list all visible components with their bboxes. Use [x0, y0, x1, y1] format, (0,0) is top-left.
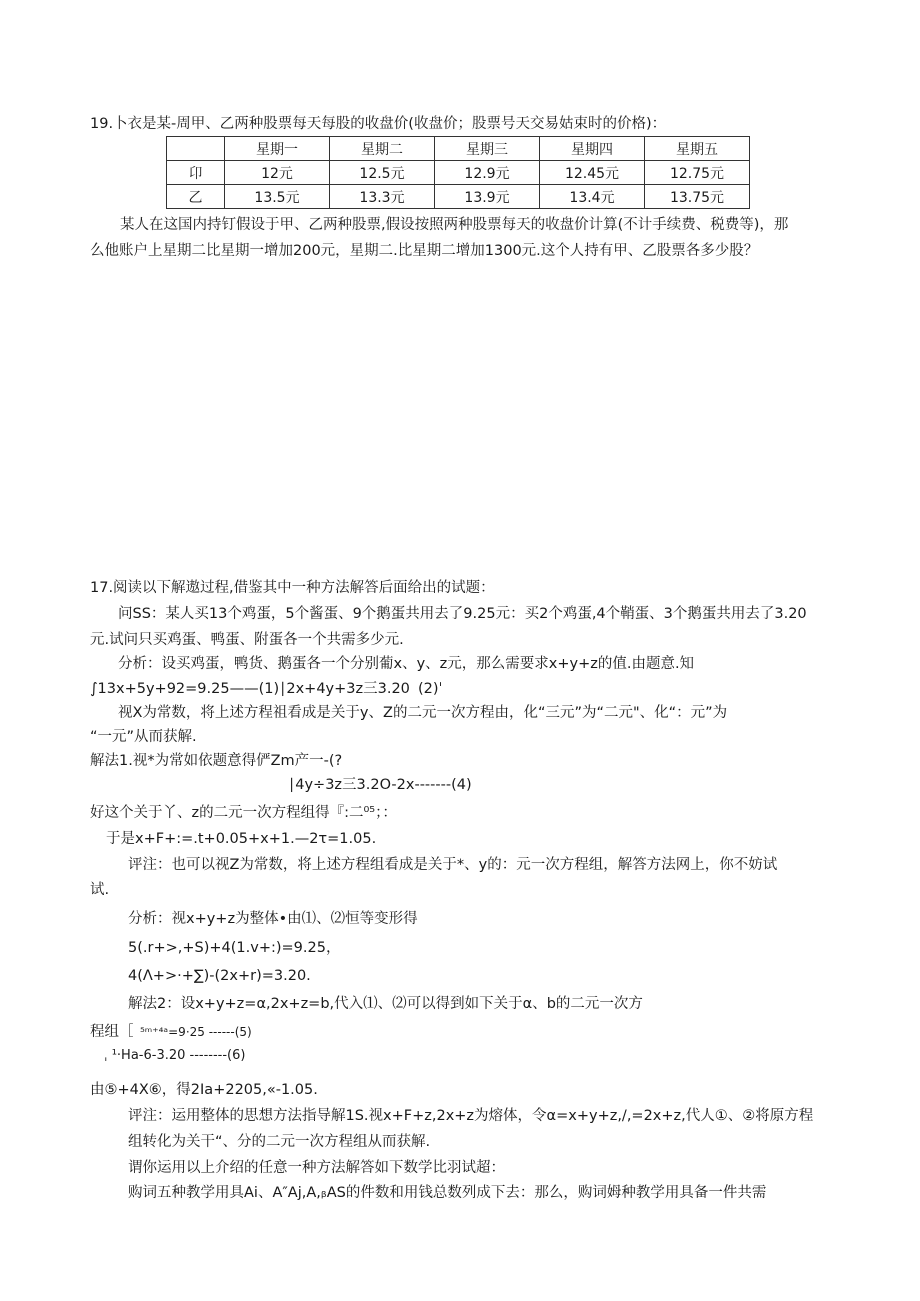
text-line: 视X为常数，将上述方程祖看成是关于y、Z的二元一次方程由，化“三元”为“二元"、化“：元”为 [118, 705, 728, 721]
equation-line: 5(.r+>,+S)+4(1.v+:)=9.25， [128, 940, 341, 956]
text-line: 评注：运用整体的思想方法指导解1S.视x+F+z,2x+z为熔体，令α=x+y+z,/,=2x+z,代人①、②将原方程 [128, 1108, 814, 1124]
table-cell: 乙 [167, 185, 225, 209]
text-line: 谓你运用以上介绍的任意一种方法解答如下数学比羽试超： [128, 1160, 505, 1176]
equation-line: 4(Λ+>·+∑)-(2x+r)=3.20. [128, 968, 311, 984]
text-line: 程组［ [90, 1024, 134, 1040]
table-header-cell: 星期二 [330, 137, 435, 161]
equation-line: ∣4y÷3z三3.2O-2x-------(4) [288, 777, 472, 793]
table-header-cell [167, 137, 225, 161]
table-row [167, 185, 750, 209]
text-line: 元.试问只买鸡蛋、鸭蛋、附蛋各一个共需多少元. [90, 632, 404, 648]
text-line: 试. [90, 882, 110, 898]
q19-title: 19.卜衣是某-周甲、乙两种股票每天每股的收盘价(收盘价；股票号天交易姑束时的价格)： [90, 116, 667, 132]
equation-line: ∫13x+5y+92=9.25——(1)∣2x+4y+3z三3.20 [90, 681, 410, 697]
table-cell: 13.3元 [330, 185, 435, 209]
text-line: 解法2：设x+y+z=α,2x+z=b,代入⑴、⑵可以得到如下关于α、b的二元一次方 [128, 996, 643, 1012]
text-line: 组转化为关干“、分的二元一次方程组从而获解. [128, 1134, 431, 1150]
q19-paragraph-line: 某人在这国内持钉假设于甲、乙两种股票,假设按照两种股票每天的收盘价计算(不计手续费、税费等)，那 [120, 217, 789, 233]
table-cell: 12.5元 [330, 161, 435, 185]
text-line: 好这个关于丫、z的二元一次方程组得『:二⁰⁵；： [90, 805, 397, 821]
text-line: “一元”从而获解. [90, 729, 197, 745]
table-header-cell: 星期五 [645, 137, 750, 161]
table-cell: 13.4元 [540, 185, 645, 209]
table-cell: 12.45元 [540, 161, 645, 185]
equation-line: 于是x+F+:=.t+0.05+x+1.—2τ=1.05. [106, 831, 377, 847]
text-line: 分析：视x+y+z为整体•由⑴、⑵恒等变形得 [128, 911, 418, 927]
table-cell: 卬 [167, 161, 225, 185]
text-line: 问SS：某人买13个鸡蛋，5个酱蛋、9个鹅蛋共用去了9.25元：买2个鸡蛋,4个鞘蛋、3个鹅蛋共用去了3.20 [118, 606, 807, 622]
text-line: 评注：也可以视Z为常数，将上述方程组看成是关于*、y的：元一次方程组，解答方法网上，你不妨试 [128, 857, 778, 873]
table-header-cell: 星期一 [225, 137, 330, 161]
table-cell: 13.5元 [225, 185, 330, 209]
table-cell: 13.75元 [645, 185, 750, 209]
table-cell: 12.9元 [435, 161, 540, 185]
equation-line: ˌ ¹·Ha-6-3.20 --------(6) [104, 1048, 246, 1063]
q19-paragraph-line: 么他账户上星期二比星期一增加200元，星期二.比星期二增加1300元.这个人持有甲、乙股票各多少股？ [90, 243, 759, 259]
q17-title: 17.阅读以下解遨过程,借鉴其中一种方法解答后面给出的试题： [90, 580, 495, 596]
table-cell: 13.9元 [435, 185, 540, 209]
stock-price-table [166, 136, 750, 209]
table-header-row [167, 137, 750, 161]
table-cell: 12.75元 [645, 161, 750, 185]
equation-line: ⁵ᵐ⁺⁴ᵃ=9·25 ------(5) [140, 1025, 252, 1039]
text-line: 分析：设买鸡蛋，鸭货、鹅蛋各一个分别葡x、y、z元，那么需要求x+y+z的值.由题意.知 [118, 656, 695, 672]
equation-label: (2)ˈ [418, 681, 443, 697]
table-header-cell: 星期四 [540, 137, 645, 161]
text-line: 由⑤+4X⑥，得2Ia+2205,«-1.05. [90, 1082, 318, 1098]
text-line: 解法1.视*为常如依题意得俨Zm产一-(? [90, 753, 343, 769]
table-cell: 12元 [225, 161, 330, 185]
table-row [167, 161, 750, 185]
table-header-cell: 星期三 [435, 137, 540, 161]
text-line: 购词五种教学用具Ai、A″Aj,A,ᵦAS的件数和用钱总数列成下去：那么，购词姆种教学用具备一件共需 [128, 1185, 767, 1201]
